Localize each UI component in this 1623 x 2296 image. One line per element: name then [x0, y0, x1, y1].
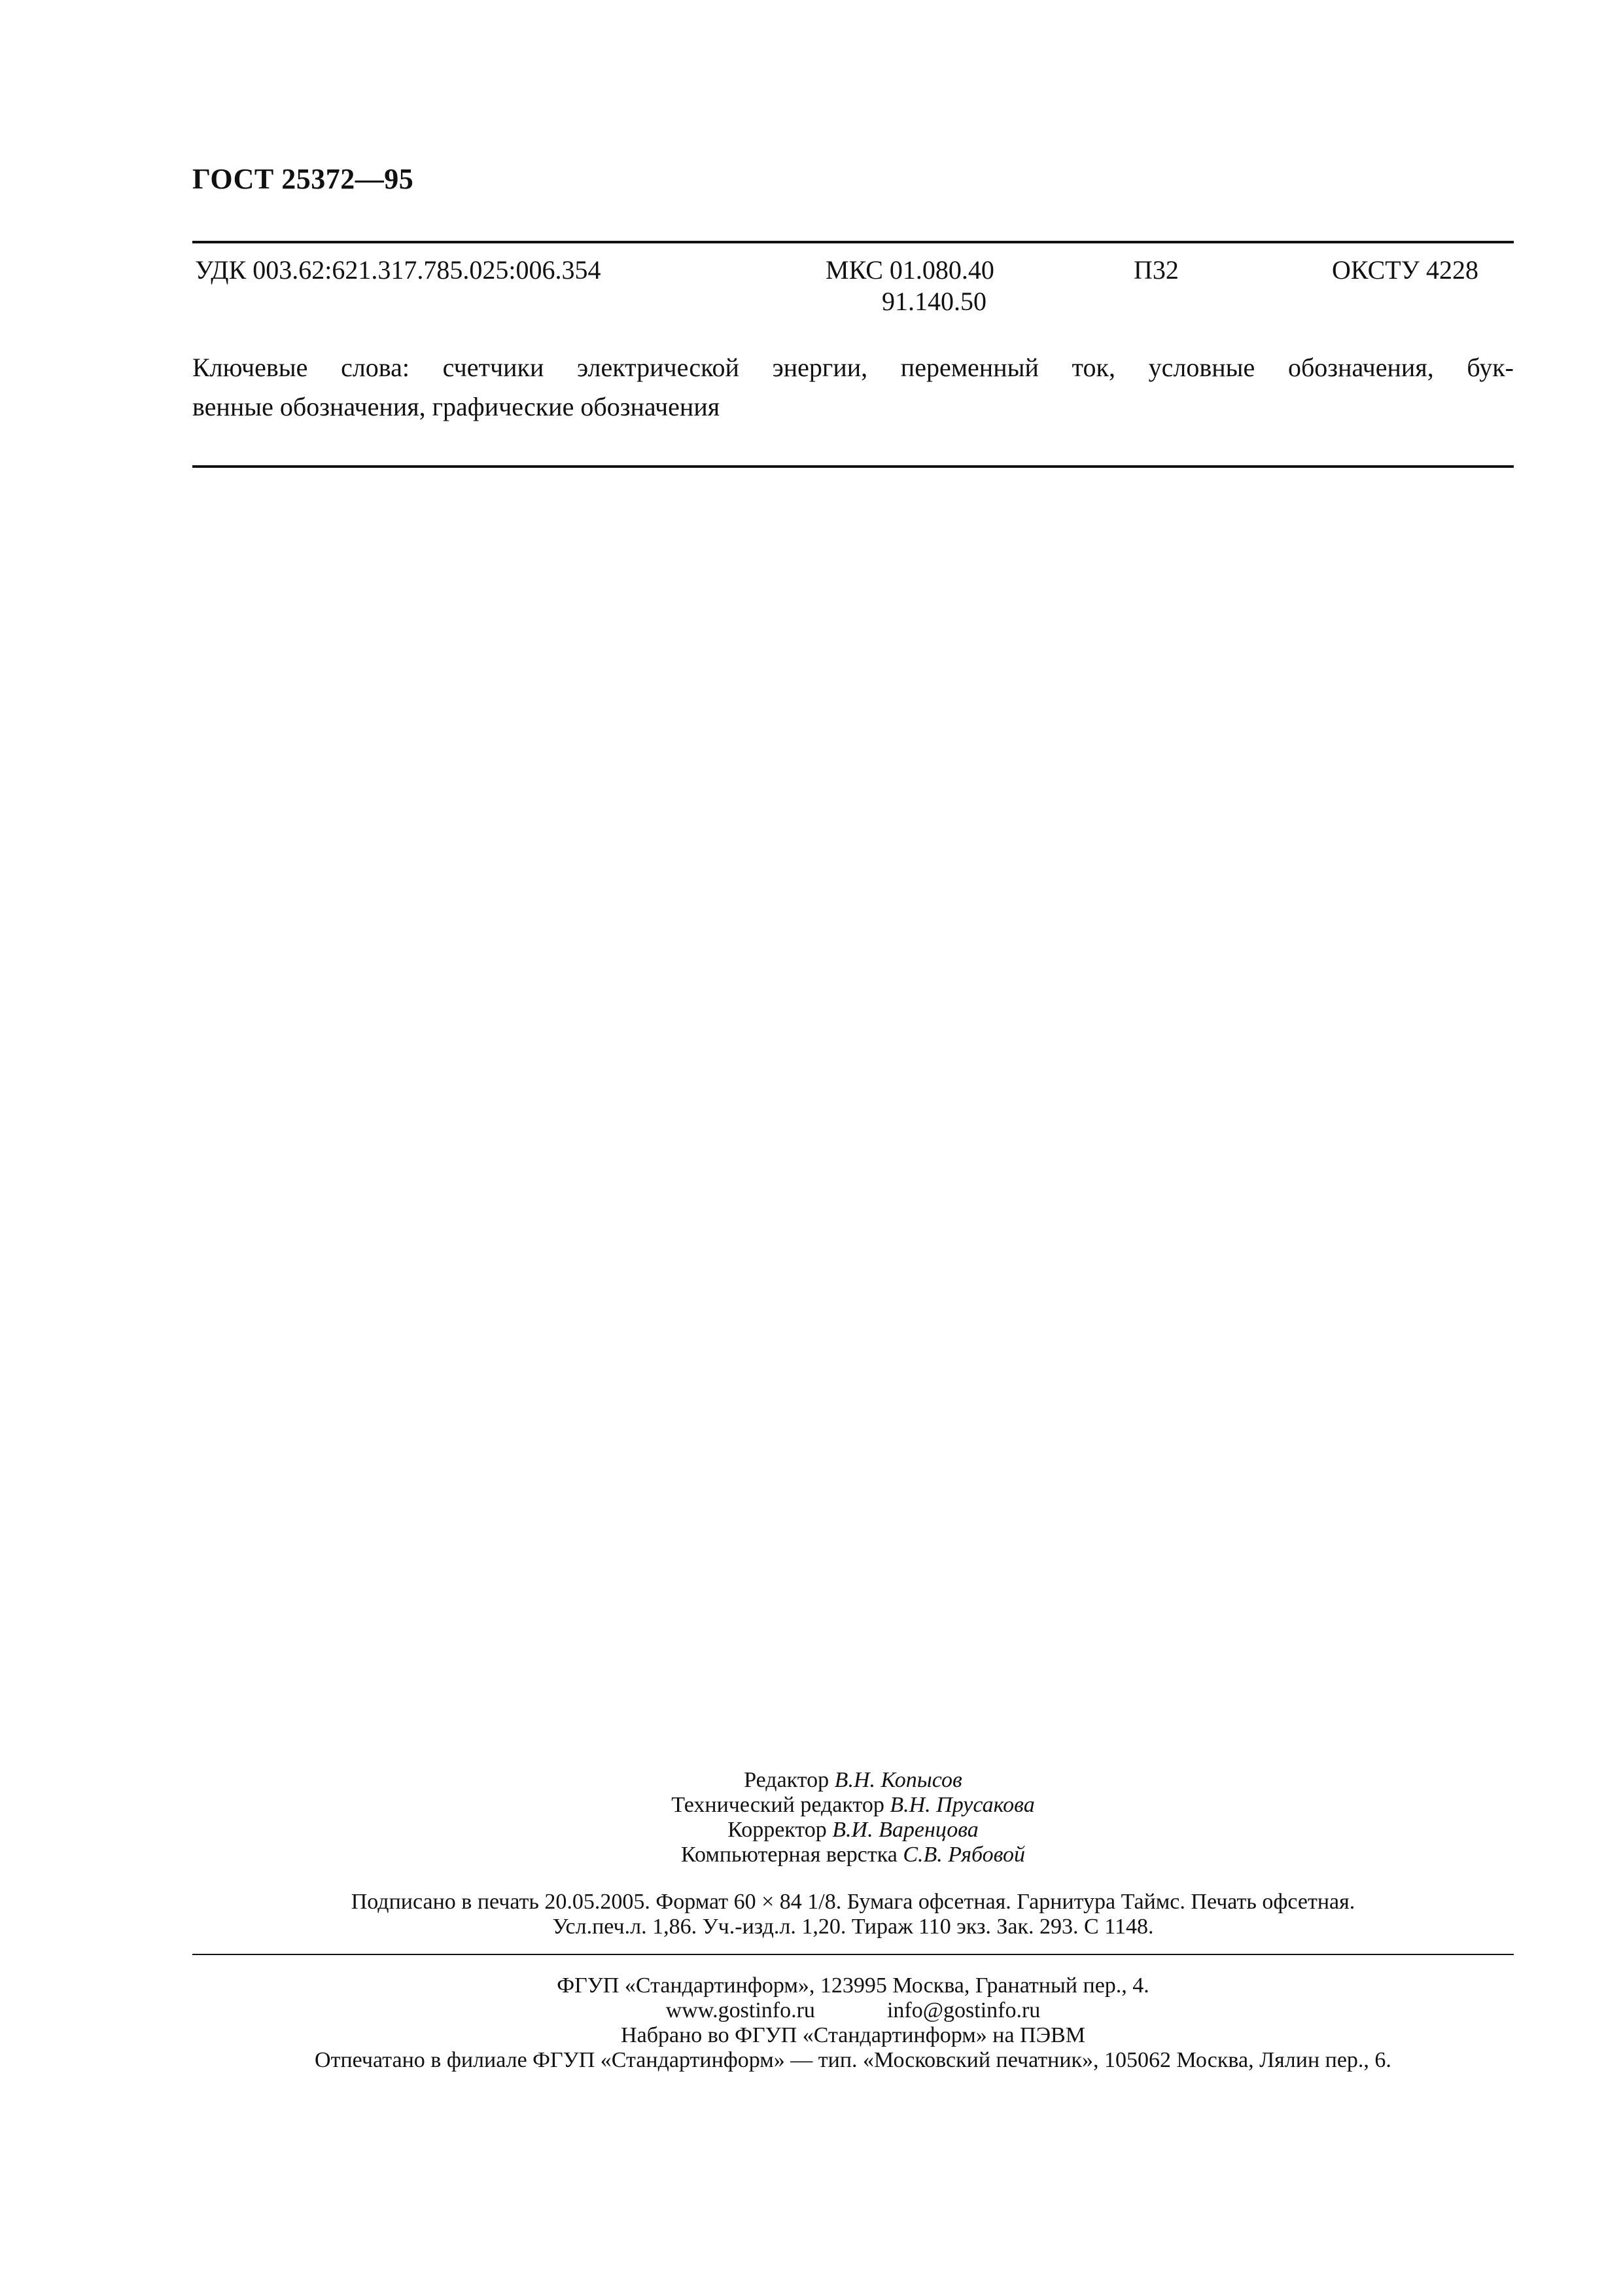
credit-proofreader: Корректор В.И. Варенцова — [727, 1818, 979, 1842]
print-info-line-2: Усл.печ.л. 1,86. Уч.-изд.л. 1,20. Тираж 110 экз. Зак. 293. С 1148. — [552, 1915, 1154, 1939]
middle-divider — [192, 465, 1514, 468]
publisher-email-link[interactable]: info@gostinfo.ru — [886, 1998, 1041, 2022]
printed-note: Отпечатано в филиале ФГУП «Стандартинформ» — тип. «Московский печатник», 105062 Москва, Лялин пер., 6. — [315, 2048, 1391, 2072]
imprint-divider — [192, 1954, 1514, 1955]
publisher-website-link[interactable]: www.gostinfo.ru — [665, 1998, 815, 2022]
keywords-line-2: венные обозначения, графические обозначения — [192, 392, 720, 421]
udk-code: УДК 003.62:621.317.785.025:006.354 — [195, 255, 601, 285]
print-info-block — [192, 1890, 1514, 1939]
okstu-code: ОКСТУ 4228 — [1332, 255, 1479, 285]
mks-code-2: 91.140.50 — [882, 287, 986, 316]
publisher-address: ФГУП «Стандартинформ», 123995 Москва, Гранатный пер., 4. — [557, 1973, 1149, 1998]
publisher-contacts — [192, 1998, 1514, 2023]
p-code: П32 — [1134, 255, 1179, 285]
credit-tech-editor: Технический редактор В.Н. Прусакова — [671, 1793, 1035, 1817]
mks-code-1: МКС 01.080.40 — [826, 255, 994, 285]
typeset-note: Набрано во ФГУП «Стандартинформ» на ПЭВМ — [621, 2023, 1085, 2047]
publisher-block — [192, 1973, 1514, 2073]
credit-layout: Компьютерная верстка С.В. Рябовой — [680, 1843, 1025, 1867]
document-code: ГОСТ 25372—95 — [192, 163, 414, 195]
top-divider — [192, 241, 1514, 243]
print-info-line-1: Подписано в печать 20.05.2005. Формат 60 × 84 1/8. Бумага офсетная. Гарнитура Таймс. Печать офсетная. — [351, 1890, 1355, 1914]
keywords-line-1: Ключевые слова: счетчики электрической энергии, переменный ток, условные обозначения, бук- — [192, 353, 1514, 382]
keywords-paragraph — [192, 348, 1514, 427]
credit-editor: Редактор В.Н. Копысов — [744, 1768, 962, 1792]
credits-block — [192, 1768, 1514, 1867]
